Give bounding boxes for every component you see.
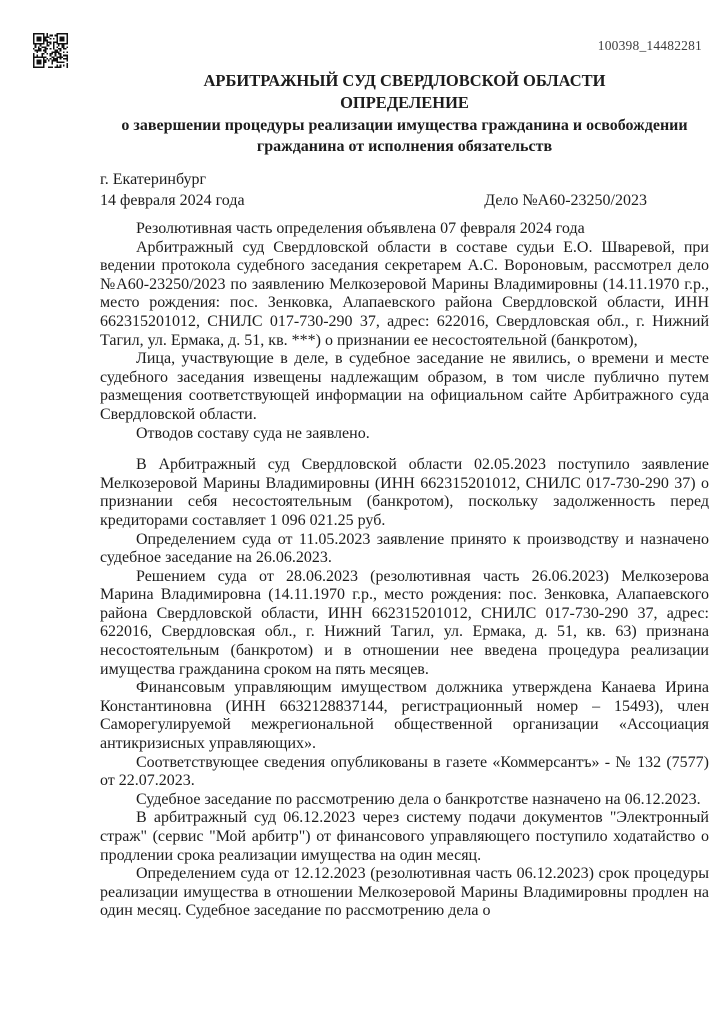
paragraph: Судебное заседание по рассмотрению дела о банкротстве назначено на 06.12.2023. bbox=[136, 790, 701, 808]
paragraph: Отводов составу суда не заявлено. bbox=[136, 424, 370, 442]
qr-code bbox=[33, 33, 68, 68]
paragraph: Лица, участвующие в деле, в судебное заседание не явились, о времени и месте судебного заседания извещены надлежащим образом, в том числе публично путем размещения соответствующей информации на официальном сайте Арбитражного суда Свердловской области. bbox=[100, 350, 709, 423]
meta-date: 14 февраля 2024 года bbox=[100, 192, 245, 209]
paragraph: Определением суда от 11.05.2023 заявление принято к производству и назначено судебное заседание на 26.06.2023. bbox=[100, 530, 709, 567]
case-number: Дело №А60-23250/2023 bbox=[484, 192, 647, 209]
meta-city: г. Екатеринбург bbox=[100, 171, 207, 188]
paragraph: Определением суда от 12.12.2023 (резолютивная часть 06.12.2023) срок процедуры реализации имущества в отношении Мелкозеровой Марины Владимировны продлен на один месяц. Судебное заседание по рассмотрению дела о bbox=[100, 865, 709, 920]
paragraph: Соответствующее сведения опубликованы в газете «Коммерсантъ» - № 132 (7577) от 22.07.2023. bbox=[100, 753, 709, 790]
document-type-heading: ОПРЕДЕЛЕНИЕ bbox=[340, 93, 469, 112]
paragraph: В Арбитражный суд Свердловской области 02.05.2023 поступило заявление Мелкозеровой Марины Владимировны (ИНН 662315201012, СНИЛС 017-730-290 37) о признании себя несостоятельным (банкротом), поскольку задолженность перед кредиторами составляет 1 096 021.25 руб. bbox=[100, 456, 709, 529]
paragraph: Решением суда от 28.06.2023 (резолютивная часть 26.06.2023) Мелкозерова Марина Владимировна (14.11.1970 г.р., место рождения: пос. Зенковка, Алапаевского района Свердловской области, ИНН 662315201012, СНИЛС 017-730-290 37, адрес: 622016, Свердловская обл., г. Нижний Тагил, ул. Ермака, д. 51, кв. 63) признана несостоятельным (банкротом) и в отношении нее введена процедура реализации имущества гражданина сроком на пять месяцев. bbox=[100, 567, 709, 678]
document-code: 100398_14482281 bbox=[597, 38, 702, 53]
document-subtitle: о завершении процедуры реализации имущества гражданина и освобождении гражданина от исполнения обязательств bbox=[121, 117, 688, 155]
court-name-heading: АРБИТРАЖНЫЙ СУД СВЕРДЛОВСКОЙ ОБЛАСТИ bbox=[203, 71, 606, 90]
document-content bbox=[100, 0, 709, 921]
paragraph: Финансовым управляющим имуществом должника утверждена Канаева Ирина Константиновна (ИНН 6632128837144, регистрационный номер – 15493), член Саморегулируемой межрегиональной общественной организации «Ассоциация антикризисных управляющих». bbox=[100, 679, 709, 753]
paragraph: Резолютивная часть определения объявлена 07 февраля 2024 года bbox=[136, 220, 585, 237]
document-body bbox=[100, 220, 709, 921]
paragraph: В арбитражный суд 06.12.2023 через систему подачи документов "Электронный страж" (сервис "Мой арбитр") от финансового управляющего поступило ходатайство о продлении срока реализации имущества на один месяц. bbox=[100, 809, 709, 864]
paragraph: Арбитражный суд Свердловской области в составе судьи Е.О. Шваревой, при ведении протокола судебного заседания секретарем А.С. Вороновым, рассмотрел дело №А60-23250/2023 по заявлению Мелкозеровой Марины Владимировны (14.11.1970 г.р., место рождения: пос. Зенковка, Алапаевского района Свердловской области, ИНН 662315201012, СНИЛС 017-730-290 37, адрес: 622016, Свердловская обл., г. Нижний Тагил, ул. Ермака, д. 51, кв. ***) о признании ее несостоятельной (банкротом), bbox=[100, 238, 709, 349]
meta-row bbox=[100, 190, 709, 211]
